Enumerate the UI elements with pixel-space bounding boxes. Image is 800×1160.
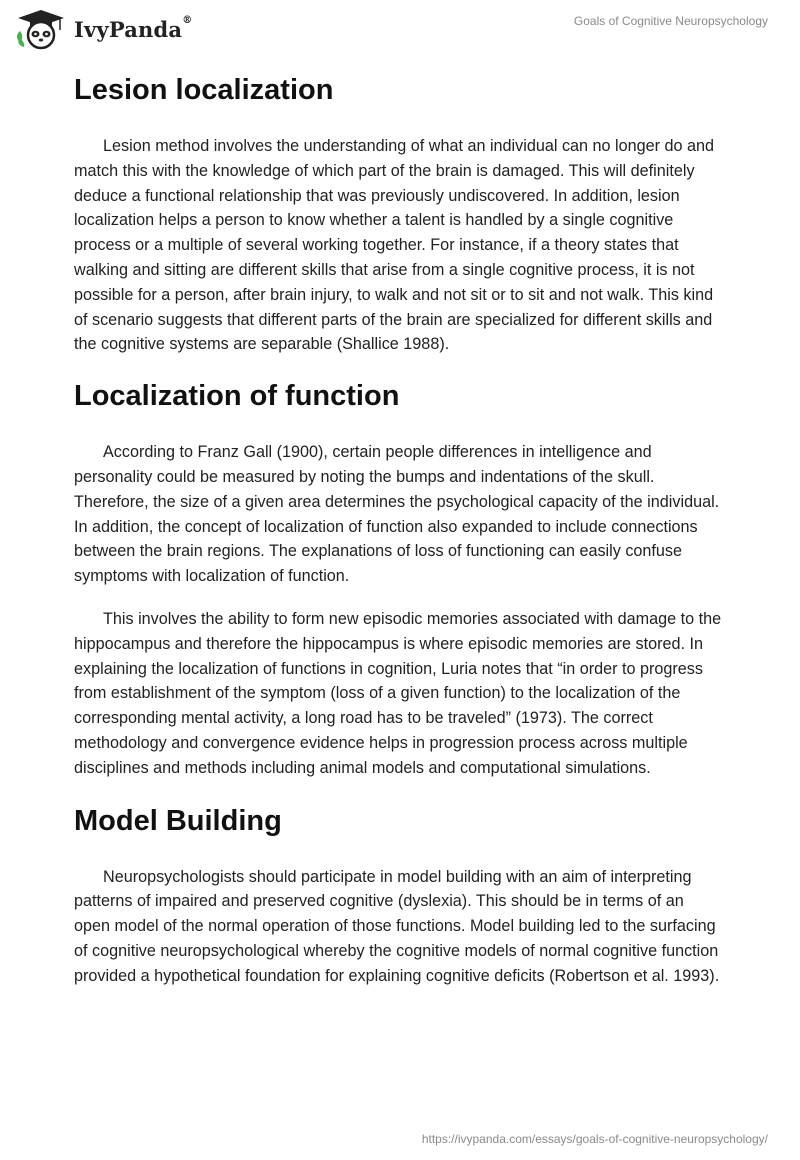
article-body: [74, 72, 724, 989]
paragraph-localization-1: According to Franz Gall (1900), certain people differences in intelligence and personality could be measured by noting the bumps and indentations of the skull. Therefore, the size of a given area determines the psychological capacity of the individual. In addition, the concept of localization of function also expanded to include connections between the brain regions. The explanations of loss of functioning can easily confuse symptoms with localization of function.: [74, 443, 720, 586]
paragraph-model-building: Neuropsychologists should participate in model building with an aim of interpreting patterns of impaired and preserved cognitive (dyslexia). This should be in terms of an open model of the normal operation of those functions. Model building led to the surfacing of cognitive neuropsychological whereby the cognitive models of normal cognitive function provided a hypothetical foundation for explaining cognitive deficits (Robertson et al. 1993).: [74, 867, 720, 985]
page-header: [0, 0, 800, 60]
brand-name: IvyPanda®: [74, 14, 193, 42]
ivypanda-logo[interactable]: [14, 8, 192, 50]
heading-lesion-localization: Lesion localization: [74, 74, 334, 106]
paragraph-lesion-localization: Lesion method involves the understanding of what an individual can no longer do and match this with the knowledge of which part of the brain is damaged. This will definitely deduce a functional relationship that was previously undiscovered. In addition, lesion localization helps a person to know whether a talent is handled by a single cognitive process or a multiple of several working together. For instance, if a theory states that walking and sitting are different skills that arise from a single cognitive process, it is not possible for a person, after brain injury, to walk and not sit or to sit and not walk. This kind of scenario suggests that different parts of the brain are specialized for different skills and the cognitive systems are separable (Shallice 1988).: [74, 137, 715, 354]
paragraph-localization-2: This involves the ability to form new episodic memories associated with damage to the hippocampus and therefore the hippocampus is where episodic memories are stored. In explaining the localization of functions in cognition, Luria notes that “in order to progress from establishment of the symptom (loss of a given function) to the localization of the corresponding mental activity, a long road has to be traveled” (1973). The correct methodology and convergence evidence helps in progression process across multiple disciplines and methods including animal models and computational simulations.: [74, 609, 722, 777]
source-url[interactable]: https://ivypanda.com/essays/goals-of-cognitive-neuropsychology/: [421, 1132, 768, 1146]
panda-graduate-icon: [14, 8, 68, 50]
document-title: Goals of Cognitive Neuropsychology: [573, 14, 768, 28]
heading-localization-of-function: Localization of function: [74, 380, 400, 413]
heading-model-building: Model Building: [74, 804, 282, 837]
